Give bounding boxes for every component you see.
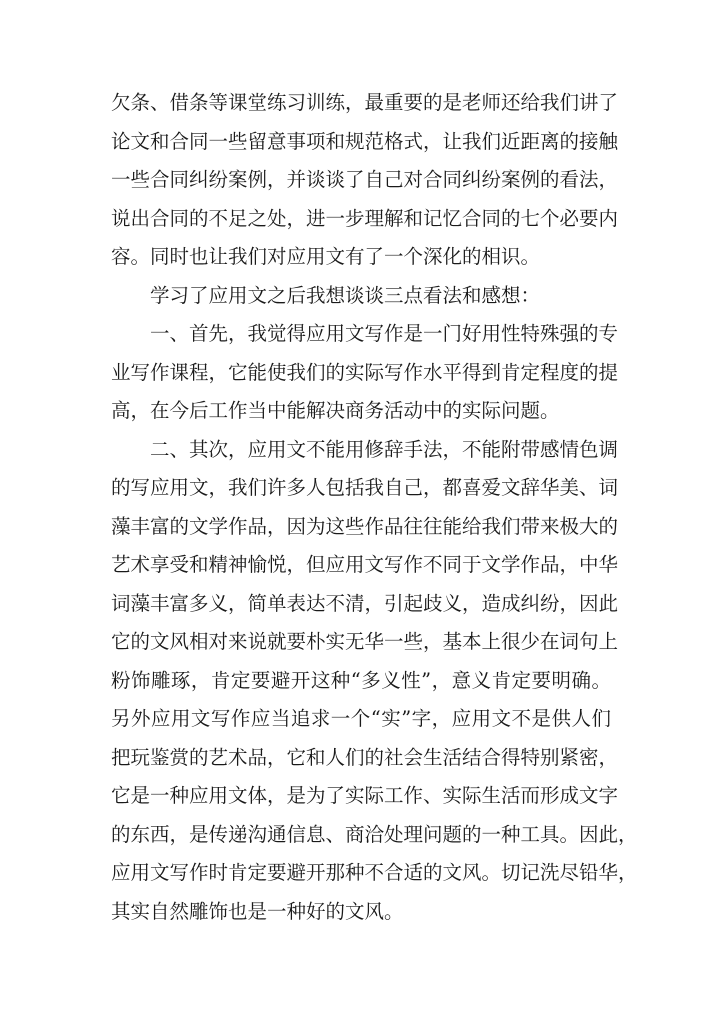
text-line: 论文和合同一些留意事项和规范格式，让我们近距离的接触 xyxy=(111,129,619,153)
text-line: 把玩鉴赏的艺术品，它和人们的社会生活结合得特别紧密， xyxy=(111,745,619,769)
body-text xyxy=(111,84,638,931)
text-line: 高，在今后工作当中能解决商务活动中的实际问题。 xyxy=(111,399,560,422)
text-line: 欠条、借条等课堂练习训练，最重要的是老师还给我们讲了 xyxy=(111,91,619,114)
text-line: 它的文风相对来说就要朴实无华一些，基本上很少在词句上 xyxy=(111,630,619,653)
text-line: 它是一种应用文体，是为了实际工作、实际生活而形成文字 xyxy=(111,784,619,807)
text-line: 一些合同纠纷案例，并谈谈了自己对合同纠纷案例的看法， xyxy=(111,168,619,191)
text-line: 容。同时也让我们对应用文有了一个深化的相识。 xyxy=(111,245,541,268)
text-line: 另外应用文写作应当追求一个“实”字，应用文不是供人们 xyxy=(111,707,611,730)
text-line: 的东西，是传递沟通信息、商洽处理问题的一种工具。因此， xyxy=(111,822,638,846)
text-line: 应用文写作时肯定要避开那种不合适的文风。切记洗尽铅华， xyxy=(111,861,638,884)
text-line: 藻丰富的文学作品，因为这些作品往往能给我们带来极大的 xyxy=(111,514,619,538)
text-line: 一、首先，我觉得应用文写作是一门好用性特殊强的专 xyxy=(150,322,619,345)
text-line: 学习了应用文之后我想谈谈三点看法和感想： xyxy=(150,283,541,307)
text-line: 的写应用文，我们许多人包括我自己，都喜爱文辞华美、词 xyxy=(111,476,619,499)
text-line: 说出合同的不足之处，进一步理解和记忆合同的七个必要内 xyxy=(111,206,619,230)
text-line: 词藻丰富多义，简单表达不清，引起歧义，造成纠纷，因此 xyxy=(111,591,619,615)
text-line: 艺术享受和精神愉悦，但应用文写作不同于文学作品，中华 xyxy=(111,553,619,576)
text-line: 粉饰雕琢，肯定要避开这种“多义性”，意义肯定要明确。 xyxy=(111,668,611,692)
text-line: 业写作课程，它能使我们的实际写作水平得到肯定程度的提 xyxy=(111,360,619,384)
text-line: 其实自然雕饰也是一种好的文风。 xyxy=(111,899,404,923)
text-line: 二、其次，应用文不能用修辞手法，不能附带感情色调 xyxy=(150,437,619,461)
